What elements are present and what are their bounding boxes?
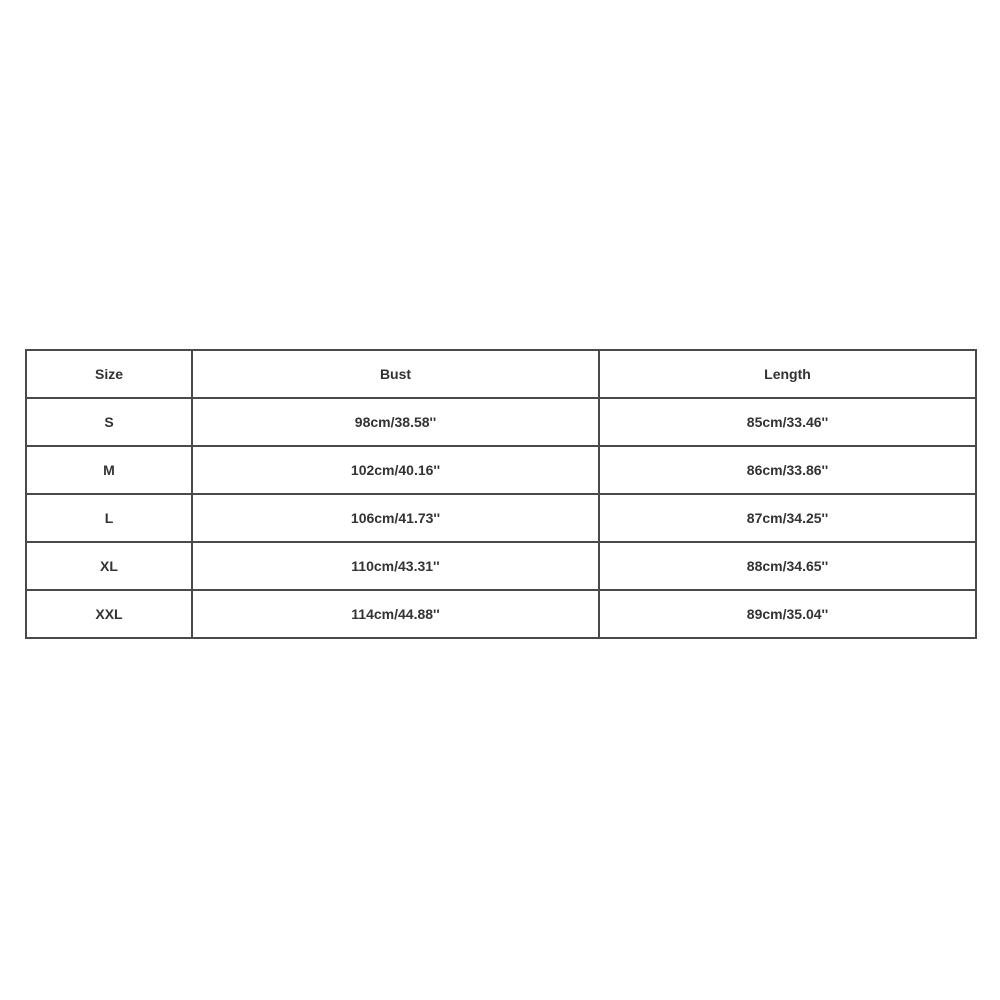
cell-bust: 114cm/44.88'' (192, 590, 599, 638)
table-row (26, 446, 976, 494)
size-chart-table (25, 349, 977, 639)
table-row (26, 398, 976, 446)
cell-length: 85cm/33.46'' (599, 398, 976, 446)
cell-length: 89cm/35.04'' (599, 590, 976, 638)
cell-length: 88cm/34.65'' (599, 542, 976, 590)
cell-bust: 102cm/40.16'' (192, 446, 599, 494)
cell-length: 87cm/34.25'' (599, 494, 976, 542)
cell-length: 86cm/33.86'' (599, 446, 976, 494)
cell-size: XL (26, 542, 192, 590)
table-row (26, 590, 976, 638)
header-size: Size (26, 350, 192, 398)
cell-size: S (26, 398, 192, 446)
cell-bust: 110cm/43.31'' (192, 542, 599, 590)
cell-size: L (26, 494, 192, 542)
cell-size: XXL (26, 590, 192, 638)
table-row (26, 494, 976, 542)
cell-bust: 98cm/38.58'' (192, 398, 599, 446)
table-row (26, 542, 976, 590)
table-header-row (26, 350, 976, 398)
cell-size: M (26, 446, 192, 494)
header-length: Length (599, 350, 976, 398)
header-bust: Bust (192, 350, 599, 398)
cell-bust: 106cm/41.73'' (192, 494, 599, 542)
